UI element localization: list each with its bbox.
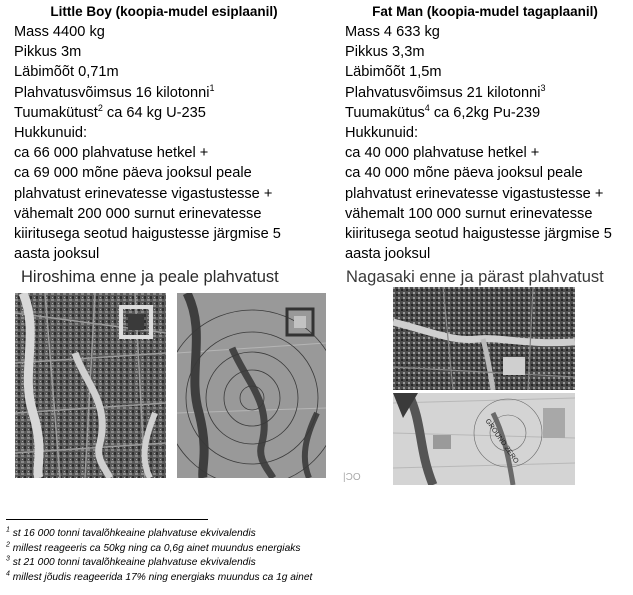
fat-man-casualties-line: ca 40 000 plahvatuse hetkel + <box>345 145 540 162</box>
footnote-number: 3 <box>6 555 10 563</box>
footnote-3 <box>6 556 312 571</box>
little-boy-casualties-line: aasta jooksul <box>14 246 100 263</box>
fat-man-heading: Fat Man (koopia-mudel tagaplaanil) <box>372 4 598 19</box>
footnote-text: st 16 000 tonni tavalõhkeaine plahvatuse ekvivalendis <box>9 528 256 539</box>
fat-man-casualties-label: Hukkunuid: <box>345 125 419 142</box>
little-boy-casualties-line: kiiritusega seotud haigustesse järgmise 5 <box>14 226 281 243</box>
fat-man-yield <box>345 83 630 103</box>
footnotes <box>6 527 312 585</box>
footnote-number: 4 <box>6 570 10 578</box>
little-boy-fuel-value: ca 64 kg U-235 <box>102 104 206 121</box>
fat-man-casualties-line: plahvatust erinevatesse vigastustesse + <box>345 185 604 202</box>
footnote-ref-3: 3 <box>540 82 546 93</box>
fat-man-casualties-line: kiiritusega seotud haigustesse järgmise 5 <box>345 226 612 243</box>
footnote-text: st 21 000 tonni tavalõhkeaine plahvatuse ekvivalendis <box>9 557 256 569</box>
image-watermark: |ƆO <box>343 472 361 483</box>
hiroshima-before-photo <box>15 293 166 478</box>
fat-man-mass: Mass 4 633 kg <box>345 24 440 40</box>
footnote-number: 1 <box>6 526 10 534</box>
nagasaki-before-photo <box>393 287 575 390</box>
fat-man-casualties-line: aasta jooksul <box>345 246 431 263</box>
little-boy-diameter: Läbimõõt 0,71m <box>14 64 119 81</box>
fat-man-length: Pikkus 3,3m <box>345 44 425 61</box>
fat-man-diameter: Läbimõõt 1,5m <box>345 64 442 81</box>
footnote-ref-2: 2 <box>97 102 103 113</box>
little-boy-column <box>14 0 314 264</box>
fat-man-fuel <box>345 103 630 123</box>
little-boy-casualties-label: Hukkunuid: <box>14 125 88 142</box>
footnote-text: millest jõudis reageerida 17% ning energiaks muundus ca 1g ainet <box>9 571 313 583</box>
little-boy-length: Pikkus 3m <box>14 44 82 61</box>
footnote-separator <box>6 519 208 520</box>
fat-man-fuel-value: ca 6,2kg Pu-239 <box>429 104 541 121</box>
footnote-ref-4: 4 <box>424 102 430 113</box>
little-boy-casualties-line: ca 69 000 mõne päeva jooksul peale <box>14 165 252 182</box>
footnote-number: 2 <box>6 541 10 549</box>
little-boy-casualties-line: plahvatust erinevatesse vigastustesse + <box>14 185 273 202</box>
footnote-text: millest reageeris ca 50kg ning ca 0,6g ainet muundus energiaks <box>9 542 301 554</box>
fat-man-yield-text: Plahvatusvõimsus 21 kilotonni <box>345 84 541 101</box>
fat-man-casualties-line: vähemalt 100 000 surnut erinevatesse <box>345 205 593 222</box>
little-boy-yield-text: Plahvatusvõimsus 16 kilotonni <box>14 84 210 101</box>
fat-man-column <box>345 0 630 264</box>
little-boy-fuel-label: Tuumakütust <box>14 104 98 121</box>
fat-man-casualties-line: ca 40 000 mõne päeva jooksul peale <box>345 165 583 182</box>
hiroshima-photo-title: Hiroshima enne ja peale plahvatust <box>21 268 279 286</box>
hiroshima-after-photo <box>177 293 326 478</box>
little-boy-casualties-line: vähemalt 200 000 surnut erinevatesse <box>14 205 262 222</box>
little-boy-fuel <box>14 103 314 123</box>
ground-zero-caption: GROUND ZERO <box>483 417 520 465</box>
little-boy-casualties-line: ca 66 000 plahvatuse hetkel + <box>14 145 209 162</box>
little-boy-heading: Little Boy (koopia-mudel esiplaanil) <box>50 4 278 19</box>
footnote-ref-1: 1 <box>209 82 215 93</box>
little-boy-mass: Mass 4400 kg <box>14 24 105 40</box>
footnote-1 <box>6 527 312 542</box>
nagasaki-after-photo <box>393 393 575 485</box>
footnote-2 <box>6 542 312 557</box>
little-boy-yield <box>14 83 314 103</box>
footnote-4 <box>6 571 312 586</box>
nagasaki-photo-title: Nagasaki enne ja pärast plahvatust <box>346 268 604 286</box>
fat-man-fuel-label: Tuumakütus <box>345 104 425 121</box>
